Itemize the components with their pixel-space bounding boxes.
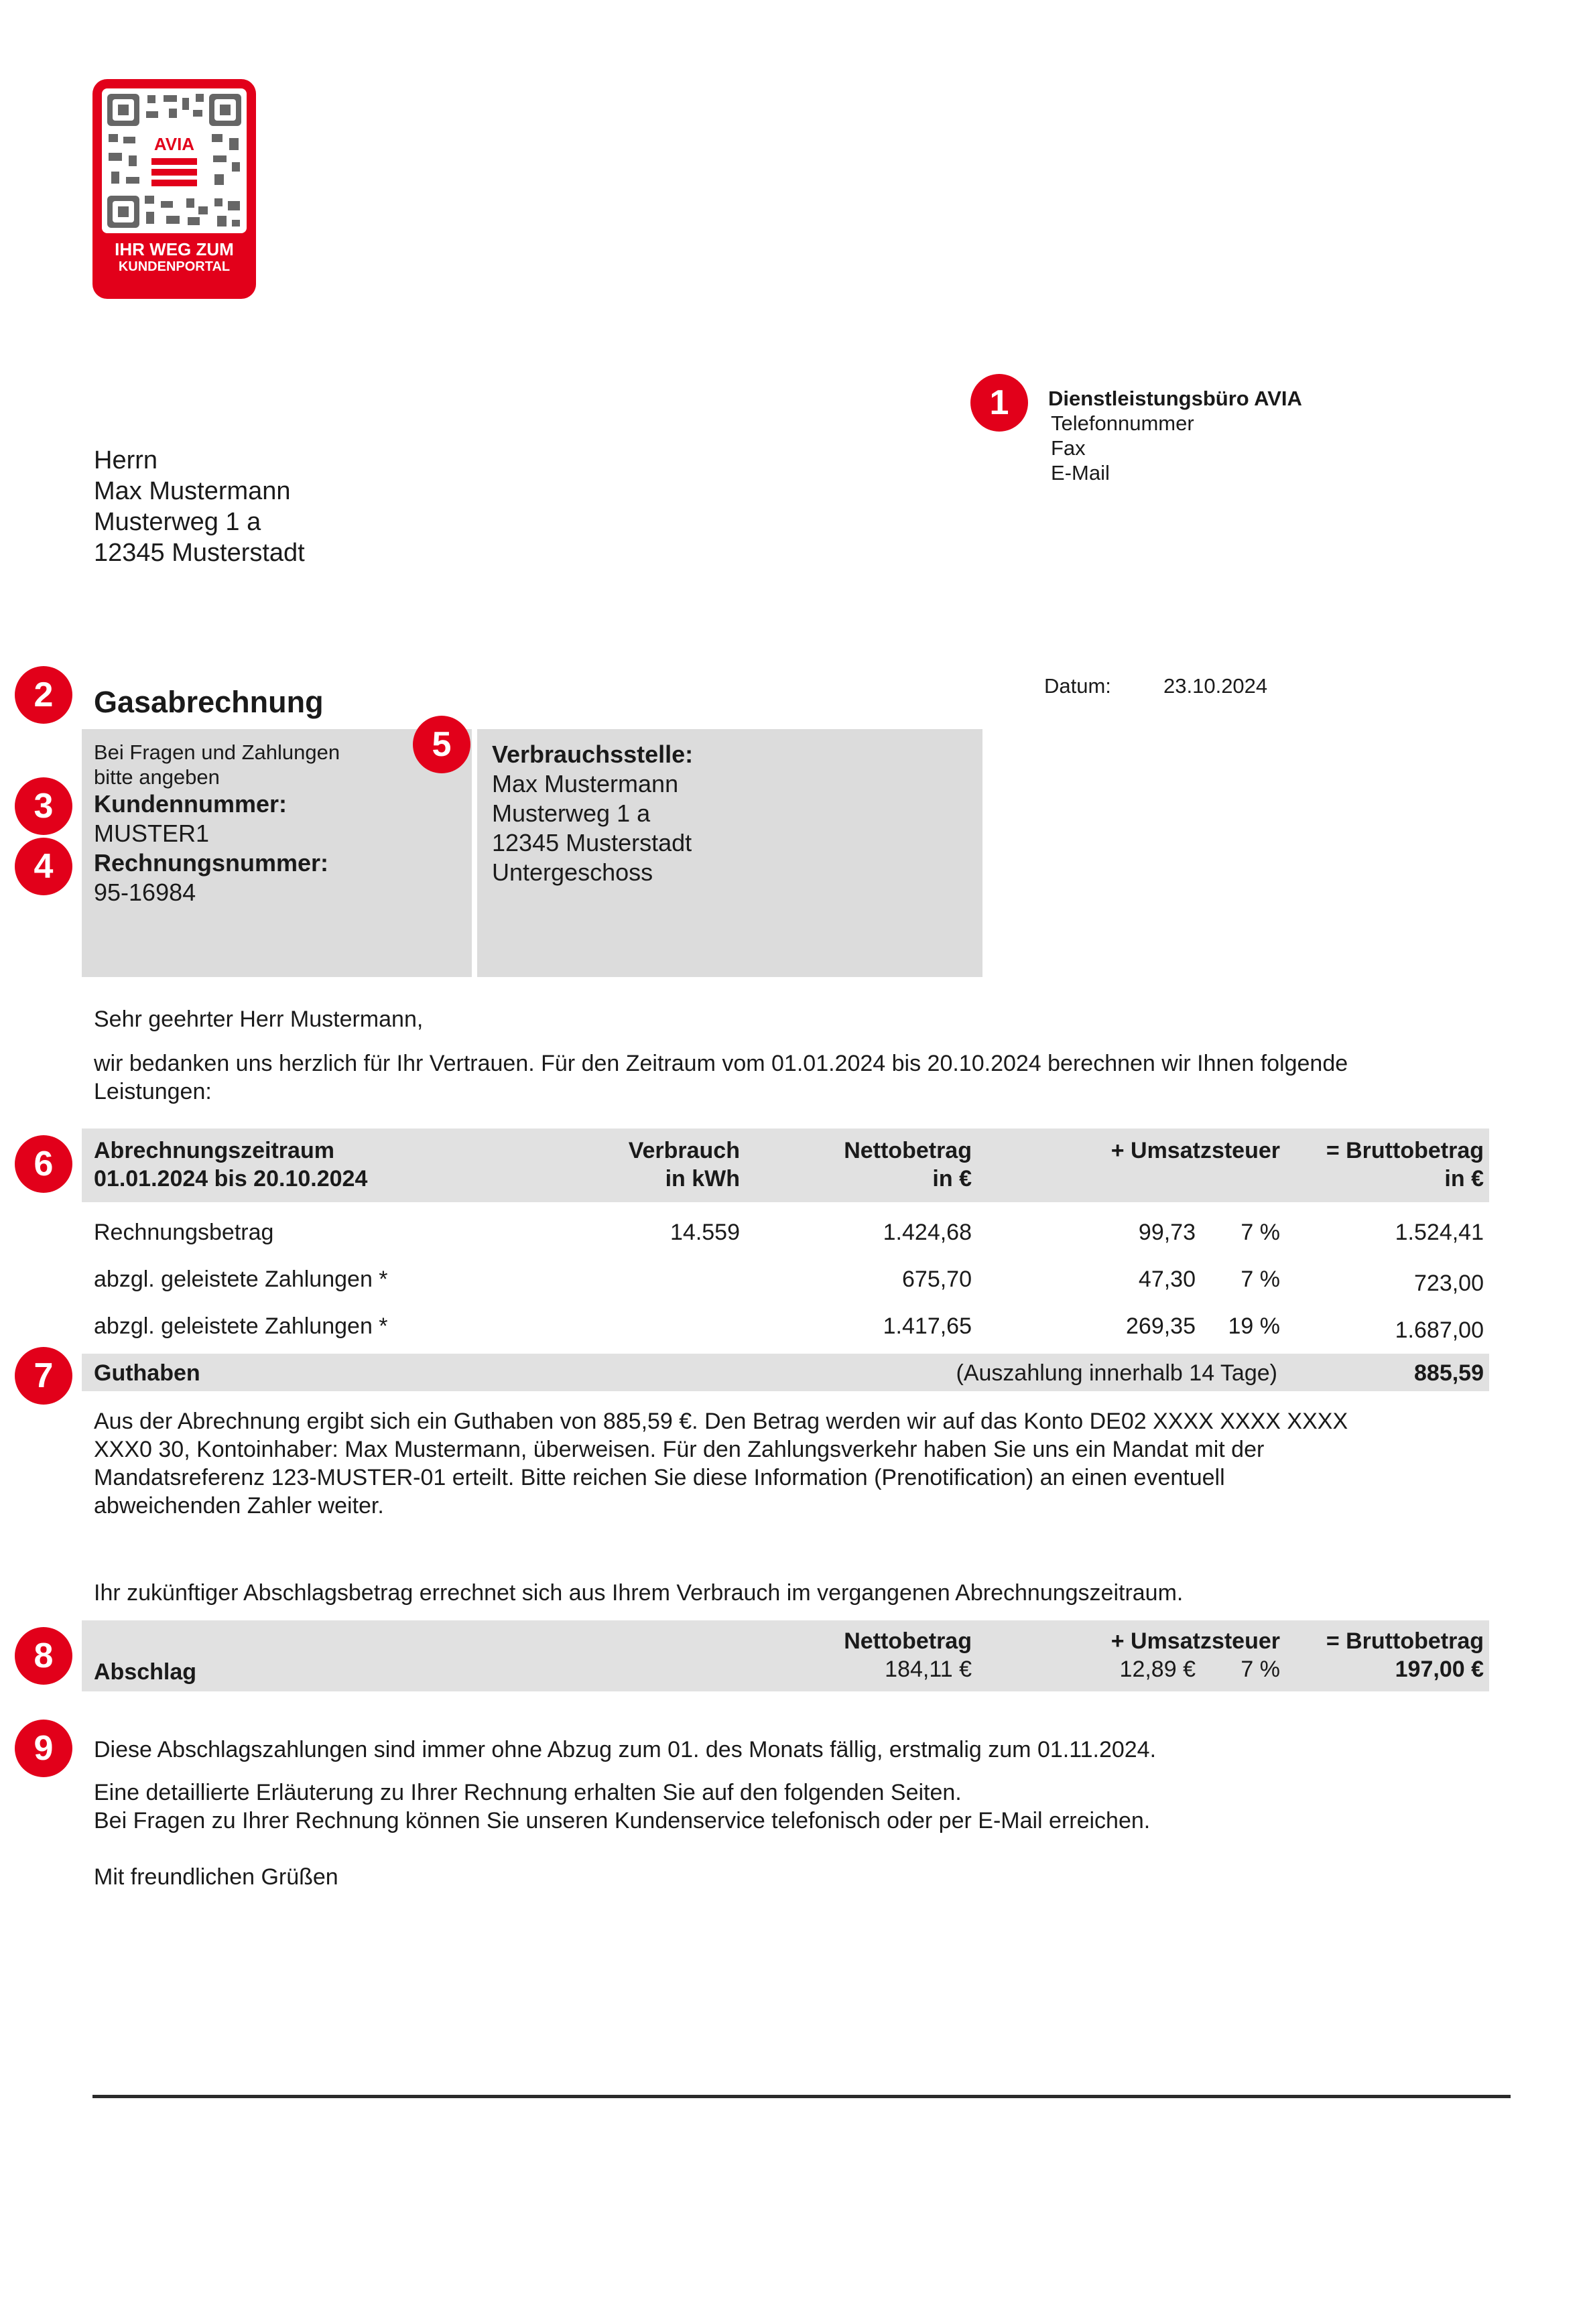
qr-pattern-icon: [102, 88, 247, 233]
date-value: 23.10.2024: [1163, 674, 1268, 698]
header-consumption-line2: in kWh: [665, 1166, 740, 1191]
qr-caption-line2: KUNDENPORTAL: [118, 259, 231, 274]
credit-text-line1: Aus der Abrechnung ergibt sich ein Guthaben von 885,59 €. Den Betrag werden wir auf das Konto DE02 XXXX XXXX XXXX: [94, 1409, 1348, 1434]
reference-info: [94, 740, 340, 907]
due-text: Diese Abschlagszahlungen sind immer ohne Abzug zum 01. des Monats fällig, erstmalig zum 01.11.2024.: [94, 1737, 1157, 1762]
credit-label: Guthaben: [94, 1360, 200, 1386]
customer-number-label: Kundennummer:: [94, 790, 287, 818]
credit-amount: 885,59: [1414, 1360, 1484, 1386]
customer-number: MUSTER1: [94, 820, 210, 847]
row-label: Rechnungsbetrag: [94, 1220, 274, 1245]
badge-3: 3: [15, 777, 72, 835]
header-period-line1: Abrechnungszeitraum: [94, 1138, 334, 1163]
installment-rate: 7 %: [1241, 1657, 1280, 1682]
header-consumption-line1: Verbrauch: [628, 1138, 740, 1163]
document-title: Gasabrechnung: [94, 685, 324, 719]
header-gross-line1: = Bruttobetrag: [1326, 1138, 1484, 1163]
sender-block: [1048, 386, 1302, 485]
letter-intro-line1: wir bedanken uns herzlich für Ihr Vertrauen. Für den Zeitraum vom 01.01.2024 bis 20.10.2024 berechnen wir Ihnen folgende: [94, 1051, 1348, 1076]
sender-email: E-Mail: [1051, 461, 1110, 485]
qr-caption-line1: IHR WEG ZUM: [115, 239, 234, 259]
installment-net: 184,11 €: [885, 1657, 972, 1682]
header-period-line2: 01.01.2024 bis 20.10.2024: [94, 1166, 368, 1191]
header-net-line2: in €: [932, 1166, 972, 1191]
header-consumption: [563, 1137, 740, 1193]
row-rate: 7 %: [1241, 1220, 1280, 1245]
row-rate: 7 %: [1241, 1267, 1280, 1292]
installment-label: Abschlag: [94, 1659, 197, 1685]
credit-note: (Auszahlung innerhalb 14 Tage): [956, 1360, 1277, 1386]
consumption-point-name: Max Mustermann: [492, 770, 679, 797]
credit-text-line4: abweichenden Zahler weiter.: [94, 1493, 384, 1519]
header-gross: [1273, 1137, 1484, 1193]
installment-intro: Ihr zukünftiger Abschlagsbetrag errechnet sich aus Ihrem Verbrauch im vergangenen Abrechnungszeitraum.: [94, 1580, 1184, 1606]
invoice-number: 95-16984: [94, 879, 196, 906]
recipient-name: Max Mustermann: [94, 477, 291, 505]
sender-fax: Fax: [1051, 436, 1086, 460]
consumption-point-label: Verbrauchsstelle:: [492, 740, 694, 768]
badge-9: 9: [15, 1720, 72, 1777]
recipient-street: Musterweg 1 a: [94, 508, 261, 536]
row-label: abzgl. geleistete Zahlungen *: [94, 1313, 388, 1339]
row-net: 1.417,65: [883, 1313, 972, 1339]
row-vat: 47,30: [1138, 1267, 1196, 1292]
row-rate: 19 %: [1228, 1313, 1280, 1339]
sender-phone: Telefonnummer: [1051, 411, 1194, 435]
credit-text-line2: XXX0 30, Kontoinhaber: Max Mustermann, überweisen. Für den Zahlungsverkehr haben Sie uns ein Mandat mit der: [94, 1437, 1265, 1462]
recipient-salutation: Herrn: [94, 446, 158, 474]
badge-5: 5: [413, 716, 470, 773]
row-net: 675,70: [902, 1267, 972, 1292]
installment-net-label: Nettobetrag: [844, 1628, 972, 1654]
credit-explanation: [94, 1407, 1495, 1520]
invoice-number-label: Rechnungsnummer:: [94, 849, 329, 877]
row-gross: 1.524,41: [1395, 1220, 1484, 1245]
regards: Mit freundlichen Grüßen: [94, 1864, 338, 1890]
badge-4: 4: [15, 838, 72, 895]
details-line1: Eine detaillierte Erläuterung zu Ihrer Rechnung erhalten Sie auf den folgenden Seiten.: [94, 1780, 962, 1805]
letter-greeting: Sehr geehrter Herr Mustermann,: [94, 1007, 424, 1032]
header-net-line1: Nettobetrag: [844, 1138, 972, 1163]
credit-row: [82, 1354, 1489, 1391]
row-consumption: 14.559: [670, 1220, 740, 1245]
row-net: 1.424,68: [883, 1220, 972, 1245]
installment-gross: 197,00 €: [1395, 1657, 1484, 1682]
consumption-point-city: 12345 Musterstadt: [492, 829, 692, 856]
header-vat: + Umsatzsteuer: [1110, 1138, 1280, 1163]
qr-caption: [92, 240, 256, 275]
recipient-address: [94, 445, 305, 568]
row-gross: 723,00: [1414, 1271, 1484, 1296]
consumption-point-street: Musterweg 1 a: [492, 799, 651, 827]
row-gross: 1.687,00: [1395, 1317, 1484, 1343]
header-net: [771, 1137, 972, 1193]
footer-divider: [92, 2095, 1511, 2098]
svg-text:AVIA: AVIA: [153, 134, 195, 154]
reference-hint-line2: bitte angeben: [94, 765, 220, 789]
consumption-point: [492, 740, 693, 887]
installment-vat: 12,89 €: [1119, 1657, 1196, 1682]
badge-1: 1: [970, 374, 1028, 432]
letter-intro: [94, 1049, 1495, 1106]
sender-name: Dienstleistungsbüro AVIA: [1048, 387, 1302, 410]
details-text: [94, 1779, 1495, 1835]
badge-6: 6: [15, 1135, 72, 1193]
badge-2: 2: [15, 666, 72, 724]
letter-intro-line2: Leistungen:: [94, 1079, 212, 1104]
document-date: [1044, 674, 1267, 698]
portal-qr-logo[interactable]: [92, 79, 256, 299]
header-period: [94, 1137, 367, 1193]
row-label: abzgl. geleistete Zahlungen *: [94, 1267, 388, 1292]
header-gross-line2: in €: [1444, 1166, 1484, 1191]
credit-text-line3: Mandatsreferenz 123-MUSTER-01 erteilt. Bitte reichen Sie diese Information (Prenotification) an einen eventuell: [94, 1465, 1225, 1490]
installment-gross-label: = Bruttobetrag: [1326, 1628, 1484, 1654]
row-vat: 269,35: [1126, 1313, 1196, 1339]
details-line2: Bei Fragen zu Ihrer Rechnung können Sie unseren Kundenservice telefonisch oder per E-Mail erreichen.: [94, 1808, 1151, 1833]
recipient-city: 12345 Musterstadt: [94, 539, 305, 567]
qr-code: [102, 88, 247, 233]
badge-8: 8: [15, 1627, 72, 1685]
row-vat: 99,73: [1138, 1220, 1196, 1245]
installment-vat-label: + Umsatzsteuer: [1110, 1628, 1280, 1654]
badge-7: 7: [15, 1347, 72, 1405]
reference-hint-line1: Bei Fragen und Zahlungen: [94, 740, 340, 764]
consumption-point-location: Untergeschoss: [492, 858, 653, 886]
date-label: Datum:: [1044, 674, 1111, 698]
